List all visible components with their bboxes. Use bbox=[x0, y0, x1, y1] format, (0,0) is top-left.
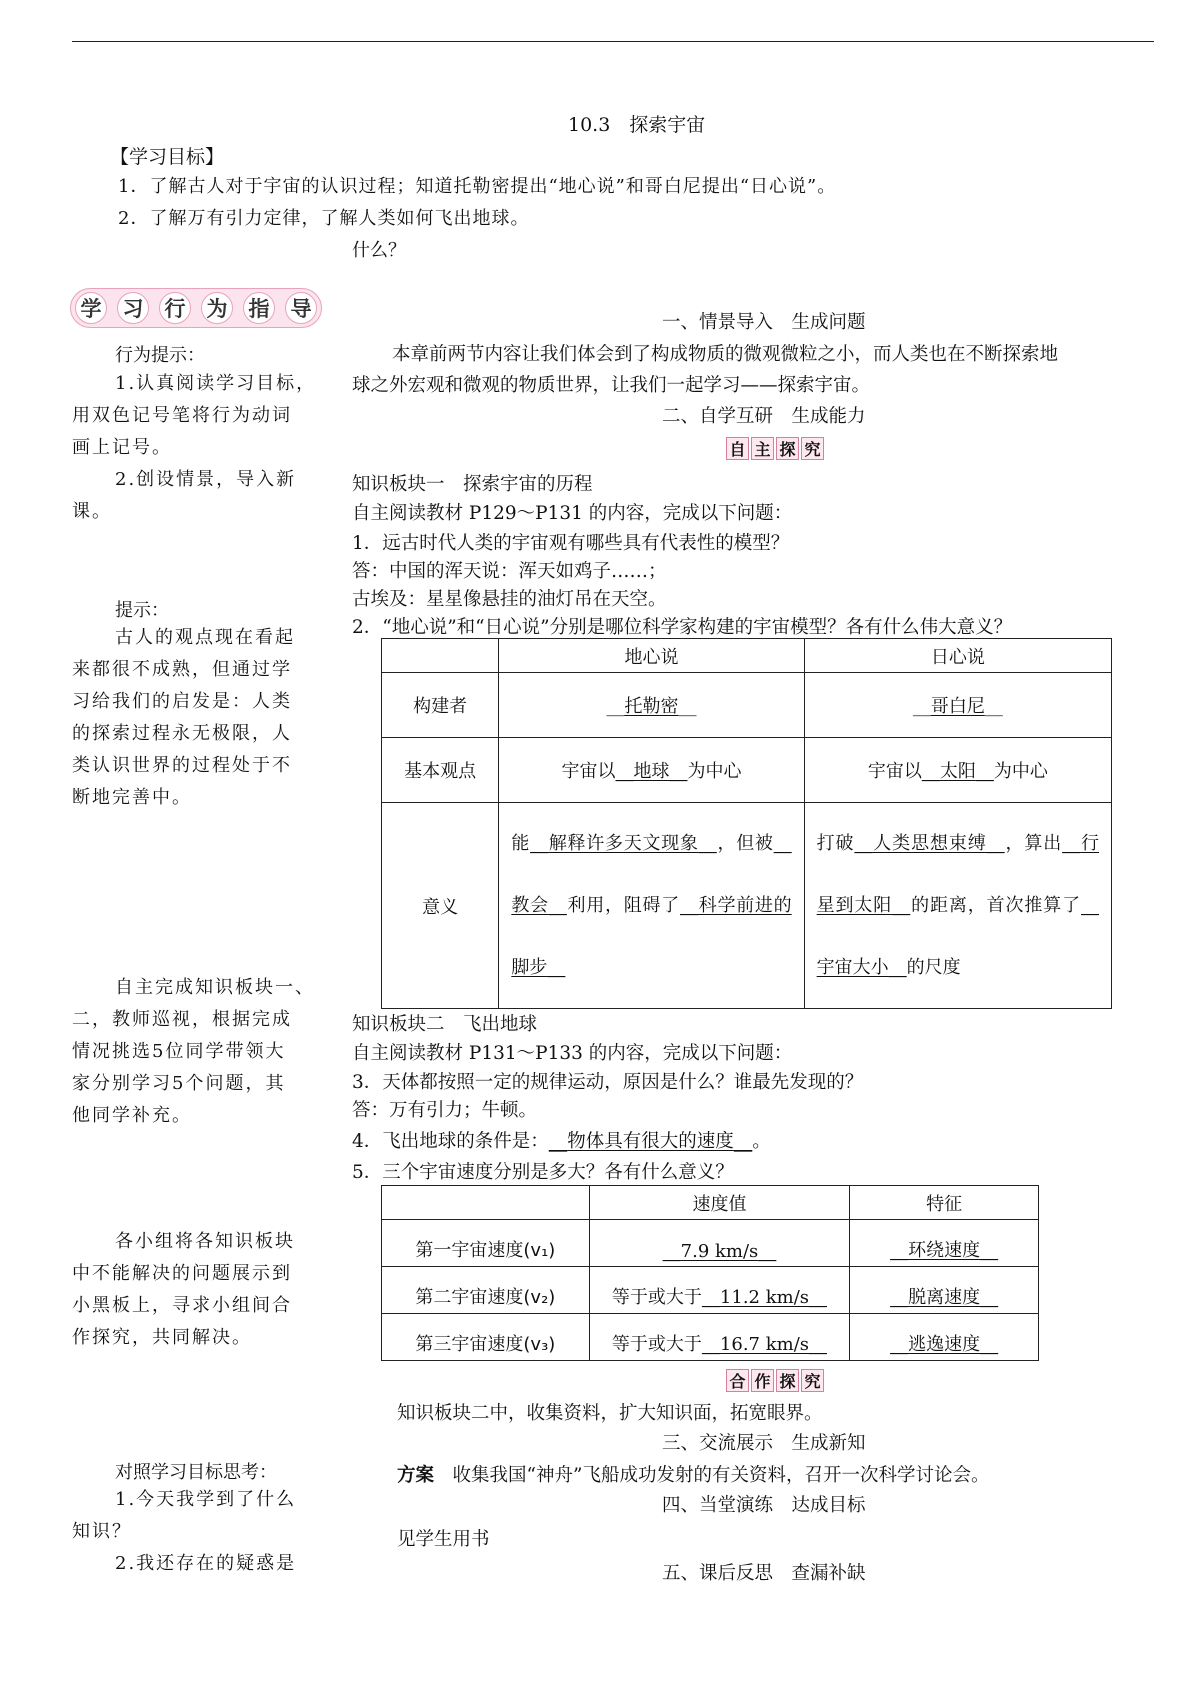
answer-fill: 地球 bbox=[633, 761, 670, 782]
row-label: 第一宇宙速度(v₁) bbox=[382, 1220, 590, 1267]
badge-char: 合 bbox=[726, 1369, 749, 1392]
paragraph-line: 见学生用书 bbox=[397, 1529, 490, 1550]
badge-char: 究 bbox=[801, 437, 824, 460]
answer-fill: 教会 bbox=[511, 894, 549, 916]
sidebar-line: 二，教师巡视，根据完成 bbox=[72, 1009, 292, 1030]
badge-char: 自 bbox=[726, 437, 749, 460]
table-cell: 宇宙以__地球__为中心 bbox=[499, 738, 804, 803]
answer-fill: 物体具有很大的速度 bbox=[567, 1131, 734, 1152]
model-comparison-table bbox=[381, 638, 1112, 1009]
table-cell: 宇宙以__太阳__为中心 bbox=[804, 738, 1111, 803]
row-label: 第二宇宙速度(v₂) bbox=[382, 1267, 590, 1314]
learning-guide-banner bbox=[70, 288, 322, 328]
row-label: 基本观点 bbox=[382, 738, 499, 803]
answer-fill: 托勒密 bbox=[624, 696, 679, 717]
sidebar-line: 1.今天我学到了什么 bbox=[115, 1489, 297, 1510]
stray-text: 什么？ bbox=[352, 240, 406, 261]
sidebar-line: 自主完成知识板块一、 bbox=[115, 977, 315, 998]
sidebar-line: 画上记号。 bbox=[72, 437, 172, 458]
sidebar-line: 课。 bbox=[72, 501, 112, 522]
sidebar-line: 作探究，共同解决。 bbox=[72, 1327, 252, 1348]
answer-fill: 7.9 km/s bbox=[680, 1241, 759, 1262]
badge-char: 探 bbox=[776, 437, 799, 460]
sidebar-heading: 行为提示： bbox=[115, 345, 205, 366]
section-heading: 二、自学互研 生成能力 bbox=[662, 406, 866, 427]
sidebar-line: 小黑板上，寻求小组间合 bbox=[72, 1295, 292, 1316]
sidebar-heading: 提示： bbox=[115, 600, 169, 621]
table-cell: 等于或大于__16.7 km/s__ bbox=[589, 1314, 850, 1361]
objective-item: 1．了解古人对于宇宙的认识过程；知道托勒密提出“地心说”和哥白尼提出“日心说”。 bbox=[118, 176, 837, 197]
answer: 答：中国的浑天说：浑天如鸡子……； bbox=[352, 561, 667, 582]
objective-item: 2．了解万有引力定律，了解人类如何飞出地球。 bbox=[118, 208, 530, 229]
sidebar-line: 2.我还存在的疑惑是 bbox=[115, 1553, 297, 1574]
paragraph-line: 本章前两节内容让我们体会到了构成物质的微观微粒之小，而人类也在不断探索地 bbox=[392, 344, 1059, 365]
answer-fill: 11.2 km/s bbox=[719, 1287, 809, 1308]
table-corner bbox=[382, 1186, 590, 1220]
badge-char: 探 bbox=[776, 1369, 799, 1392]
sidebar-line: 他同学补充。 bbox=[72, 1105, 192, 1126]
question: 2．“地心说”和“日心说”分别是哪位科学家构建的宇宙模型？各有什么伟大意义？ bbox=[352, 617, 1013, 638]
sidebar-line: 来都很不成熟，但通过学 bbox=[72, 659, 292, 680]
section-heading: 一、情景导入 生成问题 bbox=[662, 312, 866, 333]
section-heading: 三、交流展示 生成新知 bbox=[662, 1433, 866, 1454]
table-header: 地心说 bbox=[499, 639, 804, 673]
table-cell: 等于或大于__11.2 km/s__ bbox=[589, 1267, 850, 1314]
knowledge-heading: 知识板块一 探索宇宙的历程 bbox=[352, 474, 593, 495]
sidebar-line: 各小组将各知识板块 bbox=[115, 1231, 295, 1252]
sidebar-line: 习给我们的启发是：人类 bbox=[72, 691, 292, 712]
sidebar-line: 的探索过程永无极限，人 bbox=[72, 723, 292, 744]
paragraph-line: 球之外宏观和微观的物质世界，让我们一起学习——探索宇宙。 bbox=[352, 375, 871, 396]
answer-fill: 行星到太阳 bbox=[816, 832, 1100, 916]
table-cell: __环绕速度__ bbox=[850, 1220, 1039, 1267]
answer-fill: 脱离速度 bbox=[908, 1287, 981, 1308]
banner-char: 指 bbox=[243, 292, 275, 324]
paragraph-line: 知识板块二中，收集资料，扩大知识面，拓宽眼界。 bbox=[397, 1403, 823, 1424]
banner-char: 为 bbox=[201, 292, 233, 324]
cooperative-study-badge bbox=[726, 1369, 824, 1392]
question: 4．飞出地球的条件是：__物体具有很大的速度__。 bbox=[352, 1131, 771, 1152]
objectives-heading: 【学习目标】 bbox=[110, 146, 225, 168]
sidebar-line: 断地完善中。 bbox=[72, 787, 192, 808]
banner-char: 行 bbox=[159, 292, 191, 324]
row-label: 第三宇宙速度(v₃) bbox=[382, 1314, 590, 1361]
table-cell: 能__解释许多天文现象__，但被__教会__利用，阻碍了__科学前进的脚步__ bbox=[499, 803, 804, 1009]
banner-char: 学 bbox=[75, 292, 107, 324]
answer-fill: 环绕速度 bbox=[908, 1240, 981, 1261]
section-heading: 五、课后反思 查漏补缺 bbox=[662, 1563, 866, 1584]
table-header: 速度值 bbox=[589, 1186, 850, 1220]
answer-fill: 哥白尼 bbox=[930, 696, 985, 717]
row-label: 构建者 bbox=[382, 673, 499, 738]
sidebar-line: 用双色记号笔将行为动词 bbox=[72, 405, 292, 426]
plan-label: 方案 bbox=[397, 1465, 435, 1486]
badge-char: 主 bbox=[751, 437, 774, 460]
table-cell: __脱离速度__ bbox=[850, 1267, 1039, 1314]
answer: 答：万有引力；牛顿。 bbox=[352, 1100, 538, 1121]
answer-fill: 宇宙大小 bbox=[816, 956, 889, 978]
badge-char: 作 bbox=[751, 1369, 774, 1392]
sidebar-line: 1.认真阅读学习目标， bbox=[115, 373, 317, 394]
table-header: 日心说 bbox=[804, 639, 1111, 673]
cosmic-velocity-table bbox=[381, 1185, 1039, 1361]
sidebar-line: 古人的观点现在看起 bbox=[115, 627, 295, 648]
reading-instruction: 自主阅读教材 P131～P133 的内容，完成以下问题： bbox=[352, 1043, 793, 1064]
self-study-badge bbox=[726, 437, 824, 460]
answer-fill: 逃逸速度 bbox=[908, 1334, 981, 1355]
sidebar-line: 中不能解决的问题展示到 bbox=[72, 1263, 292, 1284]
sidebar-line: 类认识世界的过程处于不 bbox=[72, 755, 292, 776]
table-cell: __托勒密__ bbox=[499, 673, 804, 738]
knowledge-heading: 知识板块二 飞出地球 bbox=[352, 1014, 538, 1035]
answer-fill: 人类思想束缚 bbox=[872, 832, 987, 854]
page-title: 10.3 探索宇宙 bbox=[568, 114, 706, 136]
question: 5．三个宇宙速度分别是多大？各有什么意义？ bbox=[352, 1162, 734, 1183]
sidebar-heading: 对照学习目标思考： bbox=[115, 1462, 277, 1483]
table-cell: __7.9 km/s__ bbox=[589, 1220, 850, 1267]
answer-fill: 16.7 km/s bbox=[719, 1334, 809, 1355]
sidebar-line: 2.创设情景，导入新 bbox=[115, 469, 297, 490]
question: 3．天体都按照一定的规律运动，原因是什么？谁最先发现的？ bbox=[352, 1072, 864, 1093]
reading-instruction: 自主阅读教材 P129～P131 的内容，完成以下问题： bbox=[352, 503, 793, 524]
table-header: 特征 bbox=[850, 1186, 1039, 1220]
badge-char: 究 bbox=[801, 1369, 824, 1392]
sidebar-line: 知识？ bbox=[72, 1521, 132, 1542]
banner-char: 导 bbox=[285, 292, 317, 324]
banner-char: 习 bbox=[117, 292, 149, 324]
table-cell: 打破__人类思想束缚__，算出__行星到太阳__的距离，首次推算了__宇宙大小__的尺度 bbox=[804, 803, 1111, 1009]
table-cell: __哥白尼__ bbox=[804, 673, 1111, 738]
plan-line bbox=[397, 1461, 989, 1487]
answer-fill: 科学前进的脚步 bbox=[511, 894, 792, 978]
answer: 古埃及：星星像悬挂的油灯吊在天空。 bbox=[352, 589, 667, 610]
row-label: 意义 bbox=[382, 803, 499, 1009]
answer-fill: 太阳 bbox=[939, 761, 976, 782]
answer-fill: 解释许多天文现象 bbox=[548, 832, 699, 854]
section-heading: 四、当堂演练 达成目标 bbox=[662, 1495, 866, 1516]
table-cell: __逃逸速度__ bbox=[850, 1314, 1039, 1361]
question: 1．远古时代人类的宇宙观有哪些具有代表性的模型？ bbox=[352, 533, 790, 554]
sidebar-line: 家分别学习5个问题，其 bbox=[72, 1073, 286, 1094]
table-corner bbox=[382, 639, 499, 673]
plan-text: 收集我国“神舟”飞船成功发射的有关资料，召开一次科学讨论会。 bbox=[452, 1465, 990, 1486]
sidebar-line: 情况挑选5位同学带领大 bbox=[72, 1041, 286, 1062]
header-rule bbox=[72, 41, 1154, 42]
